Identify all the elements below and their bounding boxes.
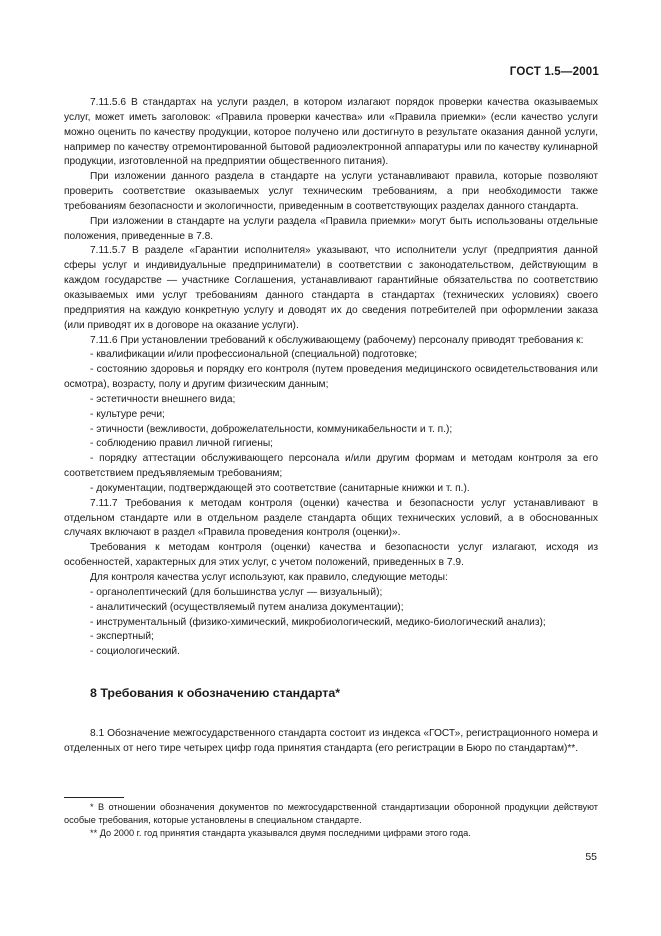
- paragraph-8-1: 8.1 Обозначение межгосударственного стандарта состоит из индекса «ГОСТ», регистрационного номера и отделенных от него тире четырех цифр года принятия стандарта (его регистрации в Бюро по стандартам)**.: [64, 728, 598, 754]
- list-item: - квалификации и/или профессиональной (специальной) подготовке;: [90, 349, 418, 361]
- page-number: 55: [585, 851, 597, 863]
- footnote: * В отношении обозначения документов по межгосударственной стандартизации оборонной продукции действуют особые требования, которые установлены в специальном стандарте.: [64, 802, 598, 826]
- section-8-body: [64, 727, 598, 757]
- paragraph: Требования к методам контроля (оценки) качества и безопасности услуг излагают, исходя из особенностей, характерных для этих услуг, с учетом положений, приведенных в 7.9.: [64, 542, 598, 569]
- main-text-block: [64, 96, 598, 660]
- paragraph-7-11-5-7: 7.11.5.7 В разделе «Гарантии исполнителя» указывают, что исполнители услуг (предприятия данной сферы услуг и индивидуальные предприниматели) в соответствии с законодательством, действующим в каждом государстве — участнике Соглашения, устанавливают гарантийные обязательства по соответствию оказываемых ими услуг требованиям данного стандарта в стандартах (технических условиях) своего предприятия на каждую конкретную услугу и доводят их до сведения потребителей при оформлении заказа (или приводят их в договоре на оказание услуги).: [64, 245, 598, 331]
- list-item: - эстетичности внешнего вида;: [90, 393, 236, 405]
- list-item: - документации, подтверждающей это соответствие (санитарные книжки и т. п.).: [90, 482, 470, 494]
- paragraph: При изложении в стандарте на услуги раздела «Правила приемки» могут быть использованы отдельные положения, приведенные в 7.8.: [64, 215, 598, 242]
- footnote-divider: [64, 797, 124, 798]
- paragraph: При изложении данного раздела в стандарте на услуги устанавливают правила, которые позволяют проверить соответствие оказываемых услуг техническим требованиям, а при необходимости также требованиям безопасности и экологичности, приведенным в соответствующих разделах данного стандарта.: [64, 171, 598, 212]
- list-item: - культуре речи;: [90, 408, 165, 420]
- list-item: - состоянию здоровья и порядку его контроля (путем проведения медицинского освидетельствования или осмотра), возрасту, полу и другим физическим данным;: [64, 364, 598, 391]
- list-item: - экспертный;: [90, 631, 154, 643]
- list-item: - органолептический (для большинства услуг — визуальный);: [90, 586, 383, 598]
- list-item: - этичности (вежливости, доброжелательности, коммуникабельности и т. п.);: [90, 423, 453, 435]
- list-item: - социологический.: [90, 646, 180, 658]
- list-item: - аналитический (осуществляемый путем анализа документации);: [90, 601, 404, 613]
- paragraph: Для контроля качества услуг используют, как правило, следующие методы:: [90, 572, 448, 583]
- document-code-header: ГОСТ 1.5—2001: [509, 66, 599, 78]
- footnotes-block: [64, 801, 598, 841]
- section-8-heading: 8 Требования к обозначению стандарта*: [90, 686, 341, 700]
- list-item: - порядку аттестации обслуживающего персонала и/или другим формам и методам контроля за его соответствием предъявляемым требованиям;: [64, 453, 598, 480]
- list-item: - инструментальный (физико-химический, микробиологический, медико-биологический анализ);: [90, 616, 546, 628]
- paragraph-7-11-6: 7.11.6 При установлении требований к обслуживающему (рабочему) персоналу приводят требования к:: [90, 334, 584, 346]
- list-item: - соблюдению правил личной гигиены;: [90, 438, 273, 450]
- paragraph-7-11-7: 7.11.7 Требования к методам контроля (оценки) качества и безопасности услуг устанавливают в отдельном стандарте или в отдельном разделе стандарта общих технических условий, а в обоснованных случаях включают в раздел «Правила проведения контроля (оценки)».: [64, 497, 598, 539]
- paragraph-7-11-5-6: 7.11.5.6 В стандартах на услуги раздел, в котором излагают порядок проверки качества оказываемых услуг, может иметь заголовок: «Правила проверки качества» или «Правила приемки» (если качество услуги можно оценить по качеству продукции, которое получено или достигнуто в результате оказания данной услуги, например по качеству отремонтированной бытовой радиоэлектронной аппаратуры или по качеству кулинарной продукции, изготовленной на предприятии общественного питания).: [64, 97, 598, 168]
- footnote: ** До 2000 г. год принятия стандарта указывался двумя последними цифрами этого года.: [90, 828, 471, 839]
